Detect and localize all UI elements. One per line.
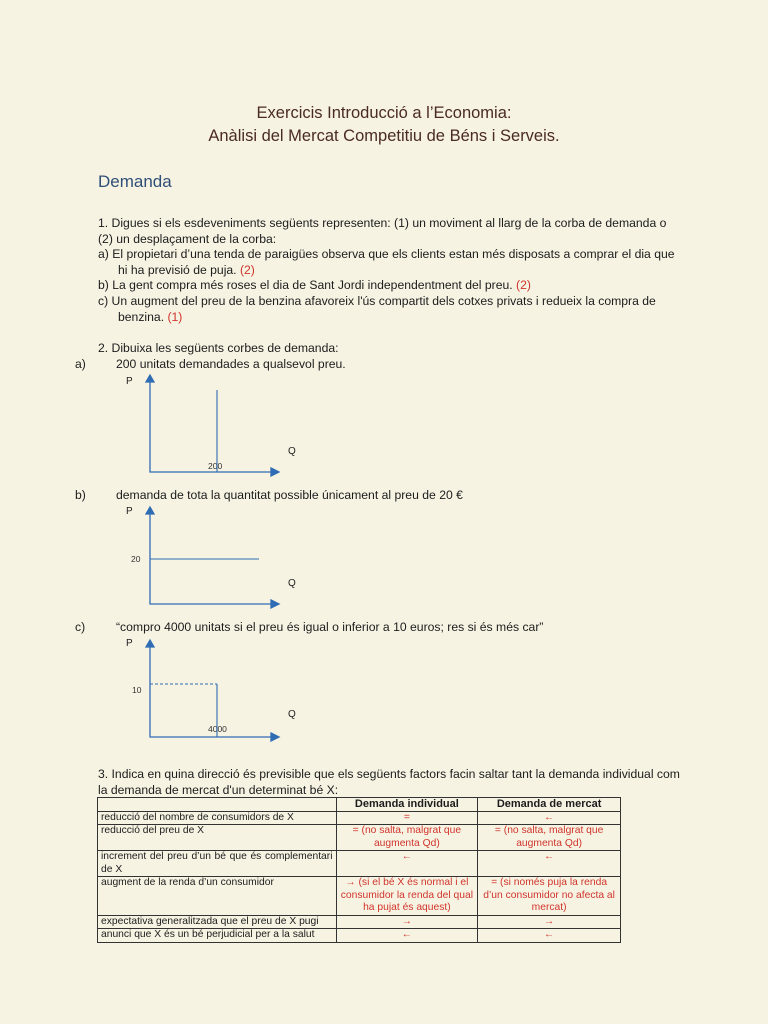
table-cell-market: ←	[478, 929, 621, 943]
graph-c-tick-4000: 4000	[208, 724, 227, 734]
table-row	[98, 851, 621, 877]
table-header-individual: Demanda individual	[336, 798, 478, 812]
q2-part-a-text: 200 unitats demandades a qualsevol preu.	[116, 357, 346, 371]
table-cell-factor: expectativa generalitzada que el preu de X pugi	[98, 915, 337, 929]
section-heading: Demanda	[98, 172, 172, 191]
q1-item-text: Un augment del preu de la benzina afavoreix l'ús compartit dels cotxes privats i redueix la compra de	[111, 294, 656, 308]
graph-b-q-label: Q	[288, 578, 296, 589]
q2-part-b-text: demanda de tota la quantitat possible únicament al preu de 20 €	[116, 488, 463, 502]
graph-b-tick-20: 20	[131, 554, 141, 564]
q1-item-c	[98, 294, 738, 325]
table-cell-individual: ←	[336, 929, 478, 943]
table-cell-market: ←	[478, 851, 621, 877]
q1-item-text: La gent compra més roses el dia de Sant Jordi independentment del preu.	[112, 278, 513, 292]
graph-a-q-label: Q	[288, 446, 296, 457]
q1-answer: (1)	[167, 309, 183, 324]
table-cell-market: ←	[478, 811, 621, 825]
table-cell-factor: anunci que X és un bé perjudicial per a la salut	[98, 929, 337, 943]
table-cell-market: = (si només puja la renda d’un consumidor no afecta al mercat)	[478, 877, 621, 916]
q2-intro: 2. Dibuixa les següents corbes de demanda:	[98, 341, 339, 355]
q3-intro	[98, 767, 738, 798]
table-cell-individual: =	[336, 811, 478, 825]
q1-item-b	[98, 278, 738, 294]
graph-a-x-arrow	[271, 468, 279, 476]
table-cell-individual: ←	[336, 851, 478, 877]
demand-graph-b	[140, 503, 290, 610]
q1-item-text-cont: benzina.	[118, 309, 165, 324]
graph-c-q-label: Q	[288, 709, 296, 720]
q1-intro-line1: 1. Digues si els esdeveniments següents representen: (1) un moviment al llarg de la corba de demanda o	[98, 216, 667, 230]
q2-part-b-prefix: b)	[75, 488, 86, 502]
q3-intro-line1: 3. Indica en quina direcció és previsible que els següents factors facin saltar tant la demanda individual com	[98, 767, 680, 781]
graph-b-p-label: P	[126, 506, 133, 517]
demand-graph-c	[140, 636, 290, 742]
q1-item-prefix: b)	[98, 278, 109, 292]
graph-a-tick-200: 200	[208, 461, 223, 471]
table-cell-factor: increment del preu d’un bé que és complementari de X	[98, 851, 337, 877]
table-row	[98, 915, 621, 929]
table-row	[98, 877, 621, 916]
graph-a-p-label: P	[126, 376, 133, 387]
table-cell-individual: → (si el bé X és normal i el consumidor la renda del qual ha pujat és aquest)	[336, 877, 478, 916]
table-header-row	[98, 798, 621, 812]
graph-c-y-arrow	[146, 640, 154, 647]
q1-answer: (2)	[516, 278, 531, 292]
graph-c-p-label: P	[126, 638, 133, 649]
q2-part-a-prefix: a)	[75, 357, 86, 371]
q2-part-c-text: “compro 4000 unitats si el preu és igual o inferior a 10 euros; res si és més car”	[116, 620, 544, 634]
q2-part-c-prefix: c)	[75, 620, 86, 634]
table-header-factor	[98, 798, 337, 812]
table-cell-factor: reducció del preu de X	[98, 825, 337, 851]
q1-item-a	[98, 247, 738, 278]
table-row	[98, 929, 621, 943]
table-cell-market: = (no salta, malgrat que augmenta Qd)	[478, 825, 621, 851]
demand-direction-table	[97, 797, 621, 943]
document-title-line2: Anàlisi del Mercat Competitiu de Béns i Serveis.	[208, 127, 560, 145]
graph-a-axes	[150, 376, 278, 472]
table-cell-factor: reducció del nombre de consumidors de X	[98, 811, 337, 825]
demand-graph-a	[140, 372, 290, 477]
table-row	[98, 811, 621, 825]
graph-a-y-arrow	[146, 375, 154, 382]
q1-item-text: El propietari d’una tenda de paraigües observa que els clients estan més disposats a comprar el dia que	[112, 247, 675, 261]
q1-intro-line2: (2) un desplaçament de la corba:	[98, 231, 277, 246]
table-cell-individual: →	[336, 915, 478, 929]
graph-c-x-arrow	[271, 733, 279, 741]
q1-item-prefix: c)	[98, 294, 109, 308]
q1-item-prefix: a)	[98, 247, 109, 261]
table-cell-factor: augment de la renda d’un consumidor	[98, 877, 337, 916]
q1-item-text-cont: hi ha previsió de puja.	[118, 262, 237, 277]
table-row	[98, 825, 621, 851]
graph-c-axes	[150, 641, 278, 737]
graph-b-y-arrow	[146, 507, 154, 514]
graph-b-axes	[150, 508, 278, 604]
graph-c-tick-10: 10	[132, 685, 142, 695]
table-header-market: Demanda de mercat	[478, 798, 621, 812]
q1-intro	[98, 216, 738, 247]
q3-intro-line2: la demanda de mercat d'un determinat bé X:	[98, 782, 339, 797]
document-title-line1: Exercicis Introducció a l’Economia:	[256, 104, 512, 122]
table-cell-individual: = (no salta, malgrat que augmenta Qd)	[336, 825, 478, 851]
graph-b-x-arrow	[271, 600, 279, 608]
table-cell-market: →	[478, 915, 621, 929]
q1-answer: (2)	[239, 262, 255, 277]
